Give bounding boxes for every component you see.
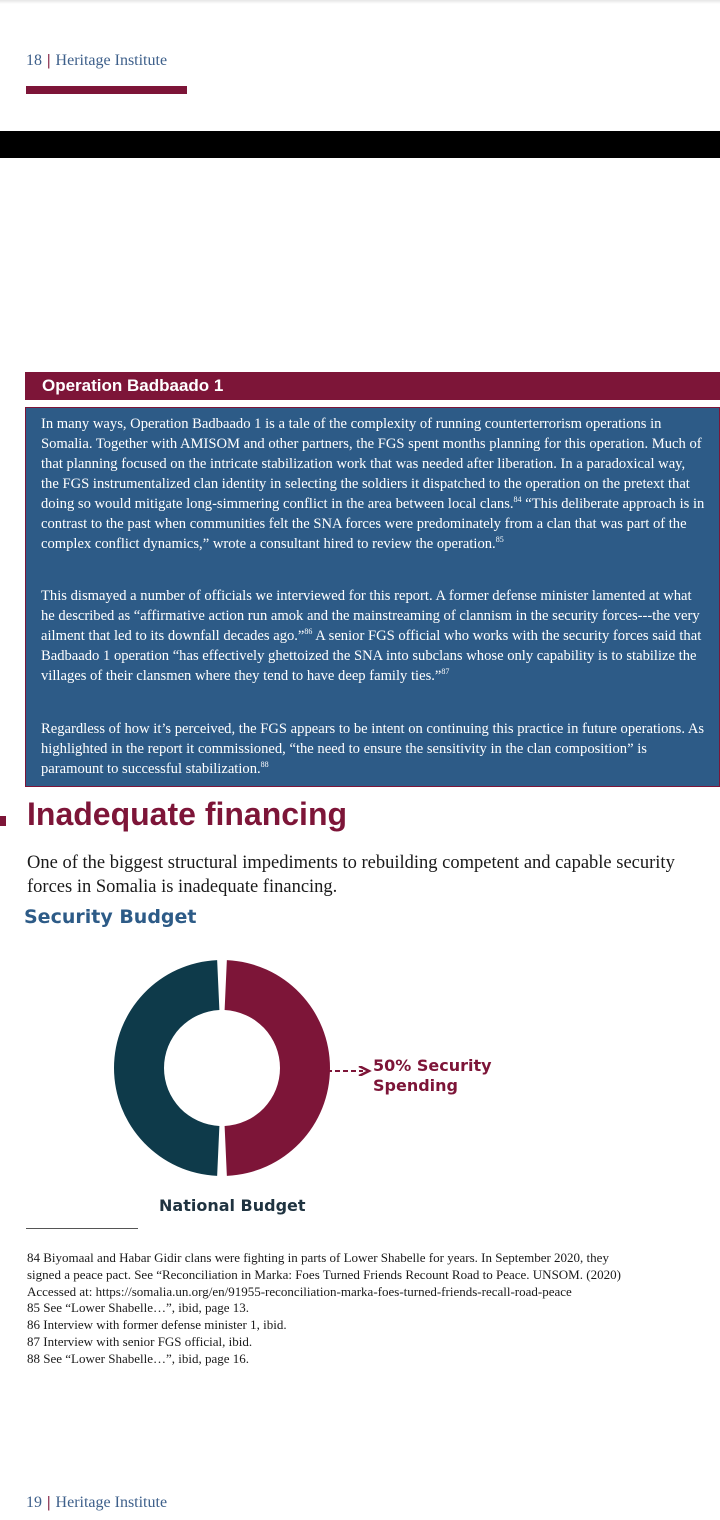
page-footer (26, 1494, 167, 1512)
page-number: 19 (26, 1494, 42, 1511)
footer-separator: | (47, 1494, 51, 1511)
box-title: Operation Badbaado 1 (42, 376, 224, 395)
footnote-ref[interactable]: 85 (495, 535, 504, 545)
footnote-line: 87 Interview with senior FGS official, ibid. (27, 1333, 253, 1349)
paragraph-text: Regardless of how it’s perceived, the FGS appears to be intent on continuing this practice in future operations. As highlighted in the report it commissioned, “the need to ensure the sensitivity in the clan composition” is paramount to successful stabilization. (41, 721, 705, 777)
slice-callout-label: 50% Security Spending (373, 1056, 492, 1095)
paragraph-text: “This deliberate approach is in contrast to the past when communities felt the SNA forces were predominately from a clan that was part of the complex conflict dynamics,” wrote a consultant hired to review the operation. (41, 496, 705, 552)
box-paragraph-3 (41, 719, 706, 779)
footnote-line: 86 Interview with former defense minister 1, ibid. (27, 1317, 287, 1333)
page-header (26, 52, 167, 70)
footnote-line: 84 Biyomaal and Habar Gidir clans were fighting in parts of Lower Shabelle for years. In September 2020, they (27, 1250, 609, 1265)
box-paragraph-2 (41, 586, 706, 686)
footnote-ref[interactable]: 87 (441, 667, 450, 677)
footnote-ref[interactable]: 84 (513, 495, 522, 505)
section-title: Inadequate financing (27, 796, 348, 832)
page-number: 18 (26, 52, 42, 69)
footnote-line: Accessed at: https://somalia.un.org/en/91955-reconciliation-marka-foes-turned-friends-recall-road-peace (27, 1283, 572, 1299)
footnote-line: 88 See “Lower Shabelle…”, ibid, page 16. (27, 1350, 250, 1366)
donut-chart (105, 955, 340, 1185)
footnote-line: signed a peace pact. See “Reconciliation in Marka: Foes Turned Friends Recount Road to Peace. UNSOM. (2020) (27, 1266, 621, 1282)
category-label: National Budget (159, 1196, 306, 1215)
donut-slice-1 (225, 960, 330, 1176)
footnotes (27, 1250, 717, 1368)
section-intro: One of the biggest structural impediments to rebuilding competent and capable security forces in Somalia is inadequate financing. (27, 853, 675, 897)
footnote-ref[interactable]: 86 (304, 627, 313, 637)
chart-title: Security Budget (24, 906, 197, 928)
paragraph-text: This dismayed a number of officials we interviewed for this report. A former defense minister lamented at what he described as “affirmative action run amok and the mainstreaming of clannism in the security forces---the very ailment that led to its downfall decades ago.” (41, 588, 700, 644)
header-rule (26, 86, 187, 94)
donut-slice-2 (114, 960, 219, 1176)
page-top-shade (0, 0, 720, 4)
paragraph-text: In many ways, Operation Badbaado 1 is a tale of the complexity of running counterterrorism operations in Somalia. Together with AMISOM and other partners, the FGS spent months planning for this operation. Much of that planning focused on the intricate stabilization work that was needed after liberation. In a paradoxical way, the FGS instrumentalized clan identity in selecting the soldiers it dispatched to the operation on the pretext that doing so would mitigate long-simmering conflict in the area between local clans. (41, 416, 702, 512)
footnote-line: 85 See “Lower Shabelle…”, ibid, page 13. (27, 1300, 250, 1316)
publisher-name: Heritage Institute (55, 1494, 168, 1511)
section-marker (0, 816, 6, 826)
header-separator: | (47, 52, 51, 69)
callout-leader (327, 1066, 373, 1076)
page-break-band (0, 131, 720, 158)
footnote-rule (26, 1228, 138, 1229)
publisher-name: Heritage Institute (55, 52, 168, 69)
paragraph-text: A senior FGS official who works with the security forces said that Badbaado 1 operation “has effectively ghettoized the SNA into subclans whose only capability is to stabilize the villages of their clansmen where they tend to have deep family ties.” (41, 628, 702, 684)
footnote-ref[interactable]: 88 (260, 760, 269, 770)
box-paragraph-1 (41, 414, 706, 554)
